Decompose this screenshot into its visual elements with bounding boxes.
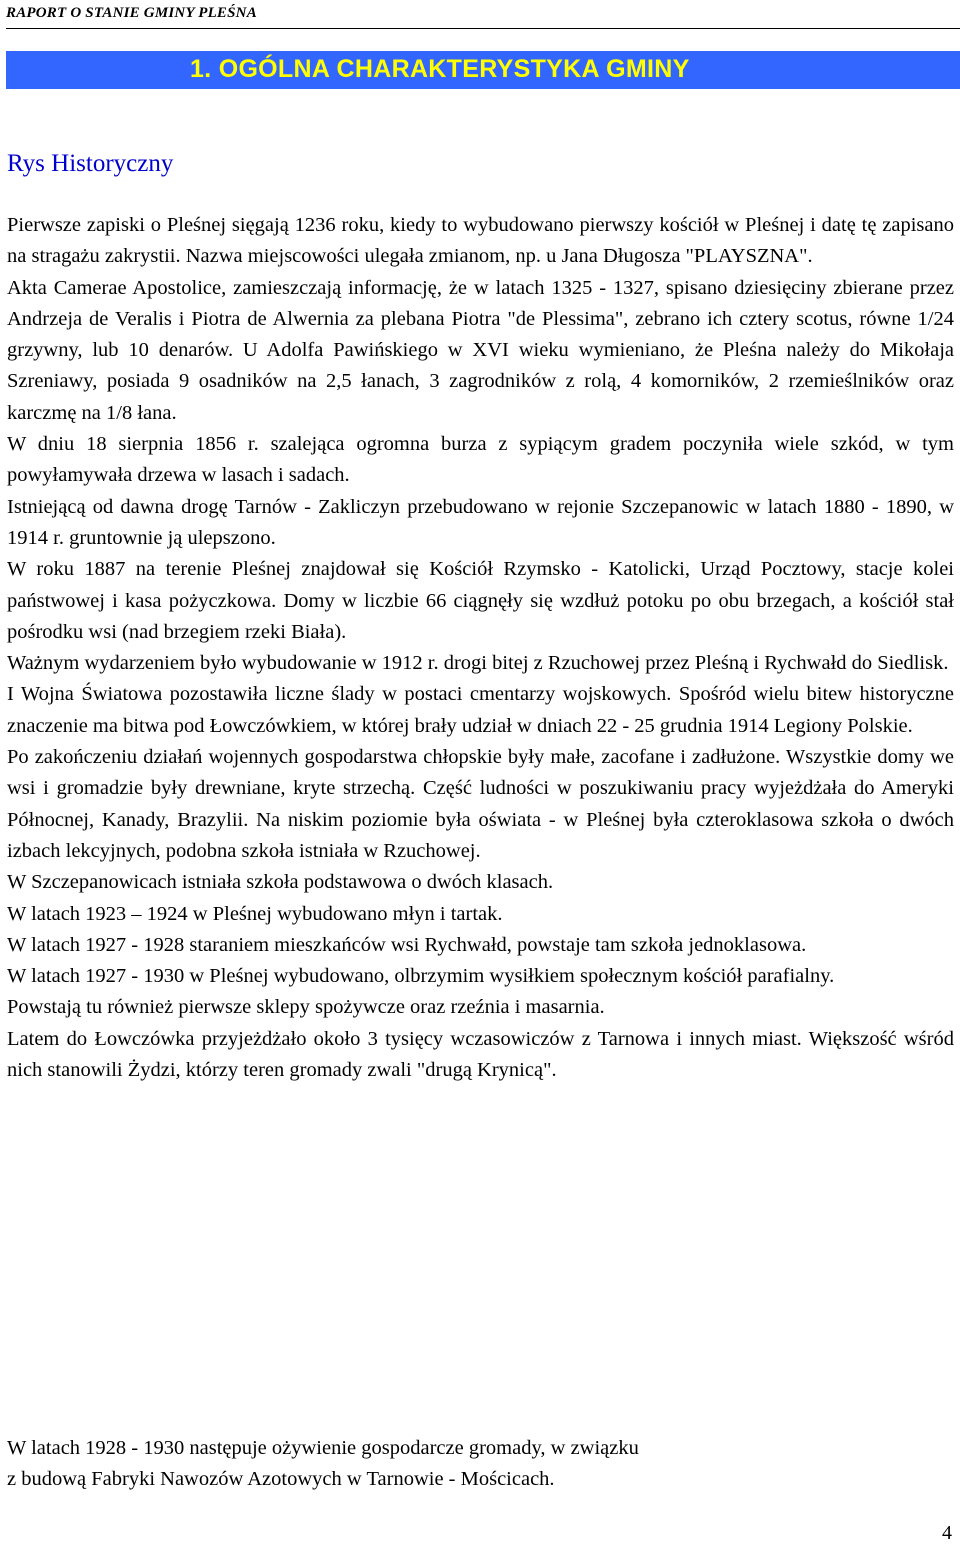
paragraph-line: W latach 1928 - 1930 następuje ożywienie gospodarcze gromady, w związku: [7, 1437, 639, 1459]
paragraph: Akta Camerae Apostolice, zamieszczają informację, że w latach 1325 - 1327, spisano dziesięciny zbierane przez Andrzeja de Veralis i Piotra de Alwernia za plebana Piotra "de Plessima", zebrano ich cztery scotus, równe 1/24 grzywny, lub 10 denarów. U Adolfa Pawińskiego w XVI wieku wymieniano, że Pleśna należy do Mikołaja Szreniawy, posiada 9 osadników na 2,5 łanach, 3 zagrodników z rolą, 4 komorników, 2 rzemieślników oraz karczmę na 1/8 łana.: [7, 276, 954, 424]
paragraph: W latach 1927 - 1930 w Pleśnej wybudowano, olbrzymim wysiłkiem społecznym kościół parafialny.: [7, 965, 835, 988]
paragraph: Istniejącą od dawna drogę Tarnów - Zakliczyn przebudowano w rejonie Szczepanowic w latach 1880 - 1890, w 1914 r. gruntownie ją ulepszono.: [7, 495, 954, 549]
running-header: RAPORT O STANIE GMINY PLEŚNA: [6, 5, 257, 21]
paragraph: Po zakończeniu działań wojennych gospodarstwa chłopskie były małe, zacofane i zadłużone. Wszystkie domy we wsi i gromadzie były drewniane, kryte strzechą. Część ludności w poszukiwaniu pracy wyjeżdżała do Ameryki Północnej, Kanady, Brazylii. Na niskim poziomie była oświata - w Pleśnej była czteroklasowa szkoła o dwóch izbach lekcyjnych, podobna szkoła istniała w Rzuchowej.: [7, 746, 954, 862]
paragraph: Powstają tu również pierwsze sklepy spożywcze oraz rzeźnia i masarnia.: [7, 996, 605, 1019]
lower-paragraph: [7, 1433, 954, 1496]
paragraph: W latach 1927 - 1928 staraniem mieszkańców wsi Rychwałd, powstaje tam szkoła jednoklasowa.: [7, 933, 807, 956]
paragraph: W latach 1923 – 1924 w Pleśnej wybudowano młyn i tartak.: [7, 902, 503, 925]
header-rule: [6, 28, 960, 29]
paragraph: I Wojna Światowa pozostawiła liczne ślady w postaci cmentarzy wojskowych. Spośród wielu bitew historyczne znaczenie ma bitwa pod Łowczówkiem, w której brały udział w dniach 22 - 25 grudnia 1914 Legiony Polskie.: [7, 683, 954, 737]
paragraph: Pierwsze zapiski o Pleśnej sięgają 1236 roku, kiedy to wybudowano pierwszy kościół w Pleśnej i datę tę zapisano na stragażu zakrystii. Nazwa miejscowości ulegała zmianom, np. u Jana Długosza "PLAYSZNA".: [7, 214, 954, 268]
chapter-title: 1. OGÓLNA CHARAKTERYSTYKA GMINY: [190, 55, 690, 83]
paragraph: W roku 1887 na terenie Pleśnej znajdował się Kościół Rzymsko - Katolicki, Urząd Pocztowy, stacje kolei państwowej i kasa pożyczkowa. Domy w liczbie 66 ciągnęły się wzdłuż potoku po obu brzegach, a kościół stał pośrodku wsi (nad brzegiem rzeki Biała).: [7, 558, 954, 643]
paragraph: W Szczepanowicach istniała szkoła podstawowa o dwóch klasach.: [7, 871, 554, 894]
paragraph: Ważnym wydarzeniem było wybudowanie w 1912 r. drogi bitej z Rzuchowej przez Pleśną i Rychwałd do Siedlisk.: [7, 652, 949, 675]
body-text: [7, 210, 954, 1086]
paragraph-line: z budową Fabryki Nawozów Azotowych w Tarnowie - Mościcach.: [7, 1468, 555, 1491]
section-title: Rys Historyczny: [7, 150, 174, 177]
page-number: 4: [942, 1522, 952, 1544]
paragraph: Latem do Łowczówka przyjeżdżało około 3 tysięcy wczasowiczów z Tarnowa i innych miast. Większość wśród nich stanowili Żydzi, którzy teren gromady zwali "drugą Krynicą".: [7, 1027, 954, 1082]
paragraph: W dniu 18 sierpnia 1856 r. szalejąca ogromna burza z sypiącym gradem poczyniła wiele szkód, w tym powyłamywała drzewa w lasach i sadach.: [7, 433, 954, 487]
